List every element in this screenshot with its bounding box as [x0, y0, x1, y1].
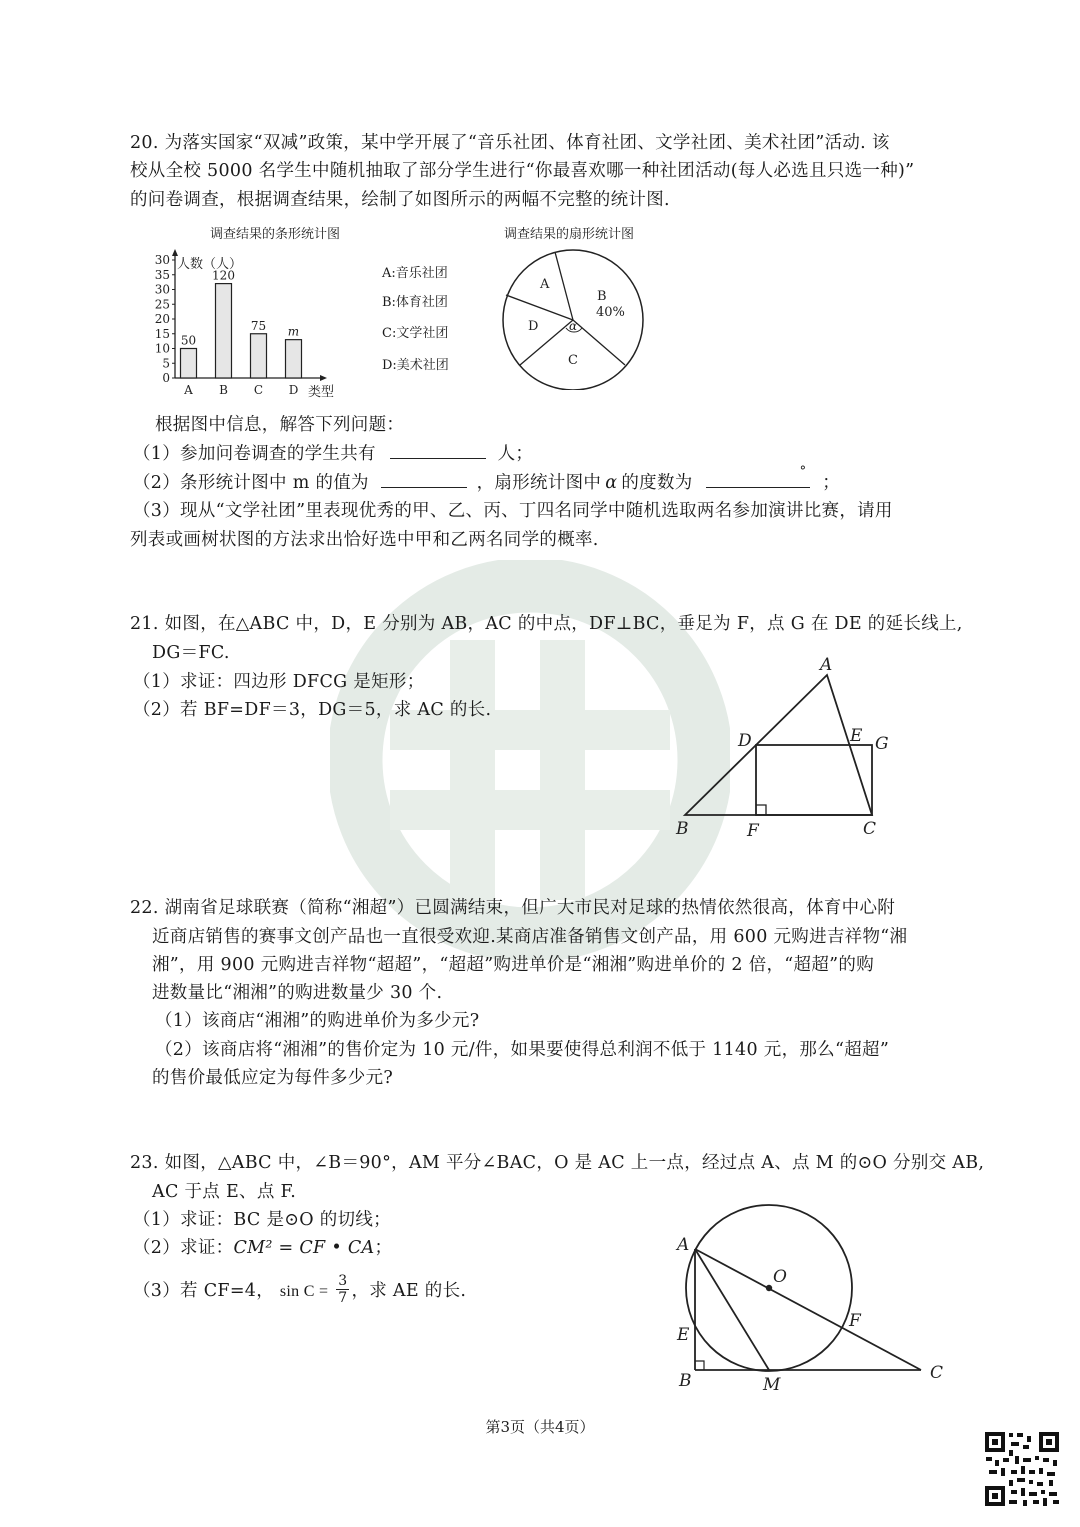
q23-part-2-post: ；: [374, 1238, 393, 1258]
fraction: [336, 1273, 349, 1306]
pie-label-a: A: [540, 277, 550, 292]
pie-chart: [490, 220, 670, 390]
legend-c: C:文学社团: [382, 326, 449, 341]
q20-part-1-post: 人；: [497, 444, 534, 464]
label-a: A: [677, 1235, 690, 1255]
label-o: O: [773, 1267, 787, 1287]
category-label: A: [184, 383, 193, 397]
y-tick-label: 0: [162, 371, 170, 385]
legend-a: A:音乐社团: [382, 266, 448, 281]
y-tick-label: 30: [154, 282, 170, 297]
label-a: A: [820, 655, 833, 675]
q21-part-2: （2）若 BF=DF＝3，DG＝5，求 AC 的长.: [133, 700, 492, 720]
y-tick-label: 15: [154, 326, 170, 341]
page-number: 第3页（共4页）: [485, 1418, 595, 1436]
legend-d: D:美术社团: [382, 358, 449, 373]
bar-value-label: 75: [250, 318, 267, 333]
q23-text-line-2: AC 于点 E、点 F.: [152, 1182, 297, 1202]
q20-part-2-mid: ，扇形统计图中: [476, 473, 602, 493]
pie-chart-title: 调查结果的扇形统计图: [504, 227, 635, 242]
y-tick-label: 25: [154, 297, 170, 312]
q23-figure: [665, 1200, 955, 1400]
q20-part-2: [133, 464, 841, 496]
q20-part-1-pre: （1）参加问卷调查的学生共有: [133, 444, 376, 464]
right-angle-b: [695, 1361, 704, 1370]
y-tick-label: 10: [154, 341, 170, 356]
center-point-o: [766, 1285, 772, 1291]
pie-label-c: C: [568, 353, 578, 368]
legend-b: B:体育社团: [382, 295, 448, 310]
q20-text-line-3: 的问卷调查，根据调查结果，绘制了如图所示的两幅不完整的统计图.: [130, 190, 670, 210]
label-f: F: [849, 1311, 861, 1331]
q22-text-line-4: 进数量比“湘湘”的购进数量少 30 个.: [152, 983, 443, 1003]
q20-intro: 根据图中信息，解答下列问题：: [155, 415, 405, 435]
q23-part-1: （1）求证：BC 是⊙O 的切线；: [133, 1210, 391, 1230]
x-axis-label: 类型: [308, 385, 335, 400]
bar-value-label: m: [287, 324, 300, 339]
category-label: B: [219, 383, 228, 397]
q21-text-line-2: DG＝FC.: [152, 643, 230, 663]
label-e: E: [850, 726, 863, 746]
bar-value-label: 50: [180, 333, 197, 348]
segment-am: [695, 1249, 769, 1370]
q23-part-2-pre: （2）求证：: [133, 1238, 234, 1258]
answer-blank-m[interactable]: [381, 469, 467, 488]
answer-blank-1[interactable]: [390, 440, 486, 459]
bar-d: [286, 340, 302, 378]
answer-blank-alpha[interactable]: [706, 464, 810, 488]
bar-chart-title: 调查结果的条形统计图: [210, 227, 341, 242]
degree-sign: °: [799, 464, 807, 479]
q23-text-line-1: 23. 如图，△ABC 中，∠B＝90°，AM 平分∠BAC，O 是 AC 上一点，经过点 A、点 M 的⊙O 分别交 AB,: [130, 1153, 985, 1173]
q21-figure: [670, 650, 900, 845]
q20-part-2-mid2: 的度数为: [621, 473, 693, 493]
sin-c: sin C =: [279, 1283, 329, 1300]
label-f: F: [747, 821, 759, 841]
y-tick-label: 35: [154, 267, 170, 282]
label-b: B: [679, 1371, 692, 1391]
label-g: G: [875, 734, 889, 754]
rectangle-dfcg: [756, 745, 872, 815]
q22-text-line-3: 湘”，用 900 元购进吉祥物“超超”，“超超”购进单价是“湘湘”购进单价的 2 倍，“超超”的购: [152, 955, 875, 975]
y-tick-label: 20: [154, 312, 170, 326]
pie-label-d: D: [528, 319, 539, 334]
q20-text-line-1: 20. 为落实国家“双减”政策，某中学开展了“音乐社团、体育社团、文学社团、美术社团”活动. 该: [130, 133, 890, 153]
q20-alpha: α: [605, 473, 618, 493]
label-m: M: [763, 1375, 781, 1395]
label-c: C: [930, 1363, 944, 1383]
q20-part-3-line-1: （3）现从“文学社团”里表现优秀的甲、乙、丙、丁四名同学中随机选取两名参加演讲比赛，请用: [133, 501, 893, 521]
label-e: E: [677, 1325, 690, 1345]
label-b: B: [676, 819, 689, 839]
bar-c: [251, 334, 267, 378]
q20-part-2-post: ；: [822, 473, 841, 493]
q20-part-2-pre: （2）条形统计图中 m 的值为: [133, 473, 369, 493]
q22-text-line-1: 22. 湖南省足球联赛（简称“湘超”）已圆满结束，但广大市民对足球的热情依然很高，体育中心附: [130, 898, 896, 918]
q20-part-1: [133, 440, 533, 467]
q22-part-2-line-1: （2）该商店将“湘湘”的售价定为 10 元/件，如果要使得总利润不低于 1140 元，那么“超超”: [155, 1040, 890, 1060]
bar-chart: [140, 220, 380, 410]
q22-part-2-line-2: 的售价最低应定为每件多少元?: [152, 1068, 394, 1088]
q22-part-1: （1）该商店“湘湘”的购进单价为多少元?: [155, 1011, 480, 1031]
bar-a: [181, 349, 197, 379]
bar-value-label: 120: [212, 268, 235, 283]
q23-part-2: [133, 1235, 392, 1261]
x-axis-arrow: [320, 375, 327, 381]
fraction-numerator: 3: [338, 1273, 348, 1289]
bar-b: [216, 284, 232, 378]
side-ac: [695, 1249, 921, 1370]
q21-text-line-1: 21. 如图，在△ABC 中，D，E 分别为 AB，AC 的中点，DF⊥BC，垂足为 F，点 G 在 DE 的延长线上,: [130, 614, 963, 634]
q23-formula: CM² = CF • CA: [233, 1238, 375, 1258]
q23-part-3-post: ，求 AE 的长.: [351, 1281, 467, 1301]
q22-text-line-2: 近商店销售的赛事文创产品也一直很受欢迎.某商店准备销售文创产品，用 600 元购进吉祥物“湘: [152, 927, 908, 947]
y-tick-label: 30: [154, 253, 170, 267]
y-axis-label: 人数（人）: [177, 257, 243, 272]
right-angle-mark: [756, 805, 766, 815]
pie-label-b-pct: 40%: [596, 305, 625, 320]
pie-label-b: B: [597, 289, 607, 304]
qr-code[interactable]: [983, 1430, 1061, 1508]
label-d: D: [738, 731, 752, 751]
q20-text-line-2: 校从全校 5000 名学生中随机抽取了部分学生进行“你最喜欢哪一种社团活动(每人必选且只选一种)”: [130, 161, 915, 181]
q23-part-3: [133, 1275, 466, 1308]
y-tick-label: 5: [162, 356, 170, 371]
category-label: C: [253, 383, 264, 397]
pie-label-alpha: α: [569, 319, 578, 333]
q23-part-3-pre: （3）若 CF=4，: [133, 1281, 275, 1301]
category-label: D: [288, 383, 299, 397]
y-axis-arrow: [172, 249, 178, 256]
q20-part-3-line-2: 列表或画树状图的方法求出恰好选中甲和乙两名同学的概率.: [130, 530, 599, 550]
label-c: C: [863, 819, 877, 839]
fraction-denominator: 7: [338, 1290, 348, 1306]
q21-part-1: （1）求证：四边形 DFCG 是矩形；: [133, 672, 425, 692]
